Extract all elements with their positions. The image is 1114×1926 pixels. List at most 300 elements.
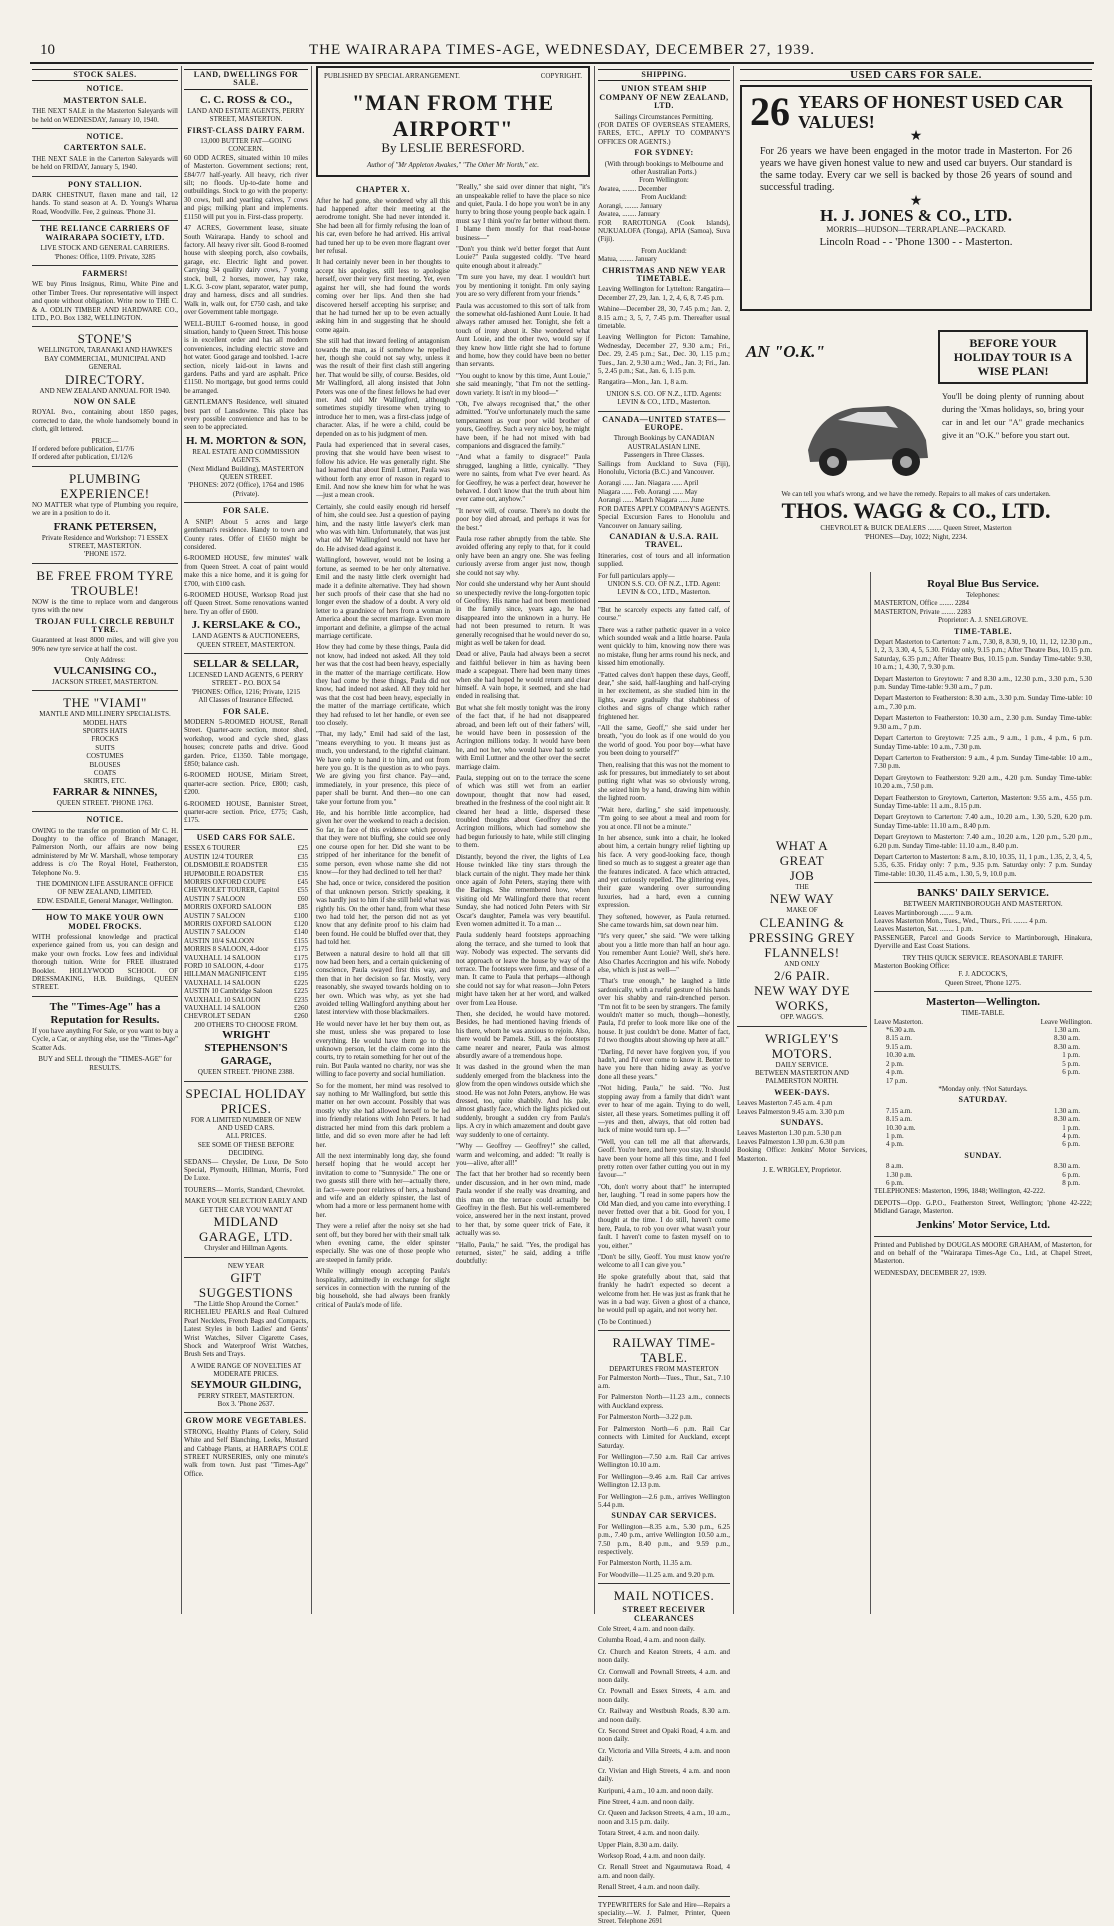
story-byline: By LESLIE BERESFORD. — [381, 140, 525, 156]
ad-text: Wahine—December 28, 30, 7.45 p.m.; Jan. 2, 8.15 a.m.; 3, 5, 7, 7.45 p.m. Thereafter usual timetable. — [598, 305, 730, 330]
ad-text: For Woodville—11.25 a.m. and 9.20 p.m. — [598, 1570, 715, 1579]
notice-sub: CARTERTON SALE. — [63, 143, 147, 153]
story-paragraph: "Oh, I've always recognised that," the other admitted. "You've unfortunately much the same temperament as your poor wild brother of yours, Geoffrey. Such a very nice boy, he might have been, if he had not mixed with bad companions and disgraced the family." — [456, 399, 590, 450]
sailing-row: Aorangi ...... March Niagara ...... June — [598, 496, 704, 505]
car-name: VAUXHALL 14 SALOON — [184, 1004, 261, 1012]
story-paragraph: The fact that her brother had so recently been under discussion, and in her own mind, made Paula wonder if she really was dreaming, and this man on the terrace could actually be Geoffrey in the flesh. But his well-remembered voice, answered her in the next instant, proved to her that, by some queer trick of Fate, it actually was so. — [456, 1170, 590, 1238]
ad-phone: 'Phones: Office, 1109. Private, 3285 — [54, 252, 156, 261]
timetable-row: Leaves Masterton 1.30 p.m. 5.30 p.m — [737, 1129, 842, 1138]
ad-text: Itineraries, cost of tours and all information supplied. — [598, 551, 730, 569]
notice-text: THE NEXT SALE in the Carterton Saleyards will be held on FRIDAY, January 5, 1940. — [32, 154, 178, 172]
ad-text: TELEPHONES: Masterton, 1996, 1848; Wellington, 42-222. — [874, 1187, 1045, 1196]
railway-item: For Wellington—7.50 a.m. Rail Car arrives Wellington 10.10 a.m. — [598, 1452, 730, 1470]
viami-item: SPORTS HATS — [82, 726, 128, 735]
ad-title: MAIL NOTICES. — [613, 1588, 715, 1604]
timetable-cell: 6 p.m. — [1062, 1140, 1080, 1149]
ad-sub: SEE SOME OF THESE BEFORE DECIDING. — [197, 1140, 295, 1158]
ad-sub: NOW ON SALE — [73, 396, 137, 406]
story-paragraph: In her absence, sunk into a chair, he looked about him, a certain hungry relief lighting up his face. A very good-looking face, though lined so much as to suggest a greater age than the features indicated. A face which attracted, and yet curiously repelled. The glittering eyes, their gaze wandering over surrounding luxuries, had a hard, even a cunning expression. — [598, 833, 730, 910]
jones-address: Lincoln Road - - 'Phone 1300 - - Masterton. — [819, 235, 1013, 248]
story-paragraph: "Not hiding, Paula," he said. "No. Just stopping away from a family that didn't want ever to hear of me again. Trying to do well, sister, all these years. Sometimes pulling it off—yes and then, always, that old rotten bad luck of mine would turn up. I—" — [598, 1084, 730, 1135]
story-paragraph: Certainly, she could easily enough rid herself of him, she could see. Just a question of paying him, and the nasty little lawyer's clerk man who was with him. Unfortunately, that was just what old Mr Wallingford would not have her do. He advised dead against it. — [316, 502, 450, 553]
ad-text: Guaranteed at least 8000 miles, and will give you 90% new tyre service at half the cost. — [32, 636, 178, 653]
ad-title: CANADA—UNITED STATES—EUROPE. — [602, 414, 726, 433]
timetable-cell: 6 p.m. — [1062, 1170, 1080, 1179]
timetable-row — [874, 1043, 1092, 1051]
mail-item: Worksop Road, 4 a.m. and noon daily. — [598, 1851, 706, 1860]
ad-title: BANKS' DAILY SERVICE. — [917, 887, 1049, 900]
ad-line: JOB — [789, 868, 815, 883]
railway-item: For Palmerston North—6 p.m. Rail Car connects with Limited for Auckland, except Saturday. — [598, 1424, 730, 1450]
ad-text: Booking Office: Jenkins' Motor Services, Masterton. — [737, 1146, 867, 1163]
story-paragraph: "All the same, Geoff," she said under her breath, "you do look as if one would do you the world of good. You poor boy—what have you been doing to yourself?" — [598, 724, 730, 758]
phone-row: MASTERTON, Office ........ 2284 — [874, 599, 969, 608]
timetable-cell: *6.30 a.m. — [886, 1026, 916, 1035]
jones-number: 26 — [750, 89, 790, 135]
ad-phone: Box 3. 'Phone 2637. — [217, 1399, 275, 1408]
ad-title: PONY STALLION. — [67, 179, 143, 189]
timetable-row — [874, 1179, 1092, 1187]
bus-timetable-item: Depart Masterton to Featherston: 8.30 a.m., 3.30 p.m. Sunday Time-table: 10 a.m., 7.30 p.m. — [874, 694, 1092, 711]
wagg-agents: CHEVROLET & BUICK DEALERS ........ Queen Street, Masterton — [820, 524, 1012, 533]
ad-sub: SATURDAY. — [958, 1095, 1008, 1105]
ad-name: WRIGHT STEPHENSON'S GARAGE, — [204, 1029, 288, 1068]
ad-text: Leaving Wellington for Lyttelton: Rangatira—December 27, 29, Jan. 1, 2, 4, 6, 8, 7.45 p.m. — [598, 285, 730, 302]
phone-row: MASTERTON, Private ........ 2283 — [874, 607, 972, 616]
mail-item: Cr. Victoria and Villa Streets, 4 a.m. and noon daily. — [598, 1746, 730, 1764]
car-listing-row — [184, 844, 308, 852]
ad-line: OPP. WAGG'S. — [780, 1013, 824, 1022]
ad-sub: LIVE STOCK AND GENERAL CARRIERS. — [40, 244, 170, 253]
story-paragraph: Paula suddenly heard footsteps approaching along the terrace, and she turned to look that way. Nobody was expected. The servants did not approach or leave the house by way of the terrace. The footsteps were firm, and those of a man. It came to Paula that perhaps—although she could not say for what reason—John Peters might have taken her at her word, and walked over from Lea House. — [456, 931, 590, 1007]
ad-sub: SUNDAYS. — [780, 1118, 824, 1128]
ad-sub: UNION S.S. CO. OF N.Z., LTD. Agent: LEVIN & CO., LTD., Masterton. — [607, 579, 721, 597]
bus-timetable-item: Depart Masterton to Featherston: 10.30 a.m., 2.30 p.m. Sunday Time-table: 9.30 a.m., 7 p.m. — [874, 714, 1092, 731]
timetable-row — [874, 1026, 1092, 1034]
story-paragraph: "I'm sure you have, my dear. I wouldn't hurt you by mentioning it tonight. I'm only saying you are so very different from your friends." — [456, 273, 590, 299]
timetable-cell: 1.30 a.m. — [1053, 1026, 1080, 1035]
railway-item: For Wellington—9.46 a.m. Rail Car arrives Wellington 12.13 p.m. — [598, 1472, 730, 1490]
story-paragraph: She had, once or twice, considered the position of that unknown person. Strictly speaking, it was hardly just to him if she still held what was rightly his. On the other hand, from what these two had told her, the person did not as yet know that any definite proof to his claim had been found. He could be bluffed over that, they had told her. — [316, 879, 450, 947]
ad-sub: A WIDE RANGE OF NOVELTIES AT MODERATE PRICES. — [190, 1361, 302, 1379]
notice-title: NOTICE. — [86, 815, 124, 825]
ad-address: QUEEN STREET. 'PHONE 2388. — [197, 1068, 295, 1077]
ad-sub: From Auckland: — [641, 193, 687, 202]
mail-item: Upper Plain, 8.30 a.m. daily. — [598, 1840, 679, 1849]
ad-text: Special Excursion Fares to Honolulu and Vancouver on January sailing. — [598, 513, 730, 530]
ad-text: RICHELIEU PEARLS and Real Cultured Pearl Necklets, French Bags and Compacts, Latest Styles in both Ladies' and Gents' Wrist Watches, Silver Cigarette Cases, Shock and Waterproof Wrist Watches, Brush Sets and Trays. — [184, 1308, 308, 1359]
timetable-cell: 8.30 a.m. — [1053, 1034, 1080, 1043]
car-price: £225 — [294, 987, 308, 996]
car-listing-row — [184, 1012, 308, 1020]
car-name: AUSTIN 7 SALOON — [184, 911, 246, 920]
car-price: £225 — [294, 978, 308, 987]
ad-sub: Passengers in Three Classes. — [623, 451, 705, 460]
mail-item: Cr. Queen and Jackson Streets, 4 a.m., 10 a.m., noon and 3.15 p.m. daily. — [598, 1809, 730, 1826]
ad-address: JACKSON STREET, MASTERTON. — [52, 677, 158, 686]
story-paragraph: "It never will, of course. There's no doubt the poor boy died abroad, and perhaps it was for the best." — [456, 506, 590, 532]
ad-phone: 'PHONES: 2072 (Office), 1764 and 1986 (Private). — [188, 481, 304, 498]
timetable-row — [874, 1162, 1092, 1170]
column-used-cars — [740, 66, 1092, 321]
viami-item: COATS — [93, 768, 117, 777]
story-paragraph: "Wait here, darling," she said impetuously. "I'm going to see about a meal and room for you at once. I'll not be a minute." — [598, 805, 730, 831]
story-paragraph: Then, realising that this was not the moment to ask for pressures, but immediately to set about putting right what was so obviously wrong, she seized him by a hand, drawing him within the lighted room. — [598, 760, 730, 803]
ad-sub: REAL ESTATE AND COMMISSION AGENTS. — [192, 447, 300, 465]
car-listing-row — [184, 962, 308, 970]
jones-text: For 26 years we have been engaged in the motor trade in Masterton. For 26 years we have given honest value to new and used car buyers. Our standard is the same today. Every car we sell is backed by those 26 years of sound and successful trading. — [760, 145, 1072, 193]
timetable-cell: 10.30 a.m. — [886, 1123, 916, 1132]
timetable-row — [874, 1115, 1092, 1123]
story-paragraph: Distantly, beyond the river, the lights of Lea House twinkled like tiny stars through the black curtain of the night. They made her think once again of John Peters, staying there with the Barings. She remembered how, when visiting old Mr Wallingford there that recent Sunday, she had noticed John Peters with Sir Oscar's daughter, Pamela was very beautiful. Even women admitted it. To a man ... — [456, 852, 590, 928]
ad-title: UNION STEAM SHIP COMPANY OF NEW ZEALAND, LTD. — [599, 84, 729, 111]
viami-item: SKIRTS, ETC. — [83, 777, 127, 786]
car-listing-row — [184, 979, 308, 987]
mail-item: Cr. Pownall and Essex Streets, 4 a.m. and noon daily. — [598, 1687, 730, 1704]
timetable-row: Leaves Masterton, Sat. ........ 1 p.m. — [874, 925, 974, 934]
timetable-cell: 10.30 a.m. — [886, 1051, 916, 1060]
car-price: £85 — [297, 903, 308, 912]
ad-text: FOR RAROTONGA (Cook Islands), NUKUALOFA (Tonga), APIA (Samoa), Suva (Fiji). — [598, 218, 730, 244]
listing: 6-ROOMED HOUSE, Bannister Street, quarter-acre section. Price, £775; Cash, £175. — [184, 799, 308, 825]
timetable-row — [874, 1051, 1092, 1059]
timetable-row — [874, 1068, 1092, 1076]
car-listing-row — [184, 937, 308, 945]
car-price: £100 — [294, 911, 308, 920]
ad-sub: FOR SYDNEY: — [634, 148, 694, 158]
wagg-phones: 'PHONES—Day, 1022; Night, 2234. — [864, 532, 968, 541]
ad-text: STRONG, Healthy Plants of Celery, Solid White and Self Blanching, Leeks, Mustard and Cabbage Plants, at HARRAP'S COLE STREET NURSERIES, only one minute's walk from town. Just past "Times-Age" Office. — [184, 1427, 308, 1478]
car-name: AUSTIN 7 SALOON — [184, 894, 246, 903]
ad-name: VULCANISING CO., — [53, 664, 157, 677]
ad-line: 2/6 PAIR. — [773, 968, 831, 984]
ad-text: Sailings from Auckland to Suva (Fiji), Honolulu, Victoria (B.C.) and Vancouver. — [598, 459, 730, 477]
story-paragraph: He would never have let her buy them out, as she must, unless she was prepared to lose everything. He would have them go to this unknown person, let the claim come into the courts, try to retain something for her out of the ruin. But Paula wanted no charity, nor was she willing to face poverty and social humiliation. — [316, 1019, 450, 1079]
ad-sub: WEEK-DAYS. — [774, 1087, 830, 1097]
car-listing-row — [184, 861, 308, 869]
story-paragraph: "Well, you can tell me all that afterwards, Geoff. You're here, and here you stay. It should have been your home all this time, and I feel pretty rotten over father cutting you out in my favour—" — [598, 1137, 730, 1180]
story-paragraph: Then, she decided, he would have motored. Besides, he had mentioned having friends of his there, whom he was anxious to rejoin. Also, there would be Pamela. Still, as the footsteps came nearer and nearer, Paula was almost absurdly aware of a tremendous hope. — [456, 1010, 590, 1061]
mail-item: Cr. Church and Keaton Streets, 4 a.m. and noon daily. — [598, 1647, 730, 1665]
car-name: OLDSMOBILE ROADSTER — [184, 861, 268, 870]
car-listing-row — [184, 912, 308, 920]
mail-item: Kuripuni, 4 a.m., 10 a.m. and noon daily. — [598, 1786, 714, 1795]
jones-title: YEARS OF HONEST USED CAR VALUES! — [798, 92, 1064, 133]
ad-title: GIFT SUGGESTIONS — [198, 1269, 294, 1300]
car-name: HILLMAN MAGNIFICENT — [184, 970, 267, 979]
car-price: £35 — [297, 852, 308, 861]
viami-item: FROCKS — [91, 735, 119, 744]
story-paragraph: Between a natural desire to hold all that till now had been hers, and a certain quickening of conscience, Paula swayed first this way, and then that in her decision so far. Mostly, very reasonably, she swayed towards holding on to her own. Which was why, as yet she had avoided telling Wallingford anything about her latest interview with those blackmailers. — [316, 949, 450, 1017]
car-listing-row — [184, 1004, 308, 1012]
railway-item: For Palmerston North—11.23 a.m., connects with Auckland express. — [598, 1393, 730, 1410]
ad-sub: 13,000 BUTTER FAT—GOING CONCERN. — [200, 137, 292, 154]
wagg-slogan: AN "O.K." — [746, 342, 825, 361]
notice-title: NOTICE. — [86, 84, 124, 94]
timetable-cell: 8 p.m. — [1062, 1178, 1080, 1187]
ad-title: CANADIAN & U.S.A. RAIL TRAVEL. — [609, 531, 719, 550]
ad-text: NO MATTER what type of Plumbing you require, we are in a position to do it. — [32, 500, 178, 518]
timetable-cell: 5 p.m. — [1062, 1059, 1080, 1068]
ad-sub: All Classes of Insurance Effected. — [198, 696, 294, 705]
timetable — [874, 1107, 1092, 1149]
ad-sub: MAKE YOUR SELECTION EARLY AND GET THE CAR YOU WANT AT — [184, 1197, 308, 1214]
story-paragraph: She still had that inward feeling of antagonism towards the man, as if somehow he repelled her, though she could not say why, unless it was the result of their first clash still angering her. That would be silly, of course. Besides, old Mr Wallingford, all along insisted that John Peters was one of the finest fellows he had ever met. And old Mr Wallingford, although sometimes stupidly tiresome when trying to introduce her to men, was a first-class judge of character. Alas, if he were a child, could be depended on as to his judgment of men. — [316, 337, 450, 438]
timetable-cell: 8.30 a.m. — [1053, 1162, 1080, 1171]
wagg-tell: We can tell you what's wrong, and we have the remedy. Repairs to all makes of cars undertaken. — [781, 490, 1051, 498]
ad-sub: FOR DATES APPLY COMPANY'S AGENTS. — [598, 504, 730, 513]
timetable-row — [874, 1034, 1092, 1042]
column-transport — [874, 572, 1092, 1614]
ad-sub: Telephones: — [966, 591, 1000, 599]
jones-makes: MORRIS—HUDSON—TERRAPLANE—PACKARD. — [826, 225, 1006, 235]
car-name: CHEVROLET SEDAN — [184, 1012, 251, 1021]
listing: GENTLEMAN'S Residence, well situated best part of Lansdowne. This place has every possible convenience and has to be seen to be appreciated. — [184, 398, 308, 432]
listing: 60 ODD ACRES, situated within 10 miles of Masterton. Government sections; rent, £84/7/7 half-yearly. All heavy, rich river silt; no floods. Up-to-date home and outbuildings. Stock to go with the property: 30 cows, bull and yearling calves, 7 cows and pigs; milking plant and implements. £1150 will put you in. First-class property. — [184, 153, 308, 221]
ad-name: FARRAR & NINNES, — [52, 785, 158, 798]
railway-item: For Palmerston North—3.22 p.m. — [598, 1413, 693, 1422]
wagg-text: You'll be doing plenty of running about during the 'Xmas holidays, so, bring your car in and let our "A" grade mechanics give it an "O.K." before you start out. — [942, 391, 1084, 440]
story-paragraph: Paula, stepping out on to the terrace the scene of which was still wet from an earlier downpour, thought that now had eased, breathed in the freshness of the cool night air. It cleared her head a little, dispersed these troubled thoughts about Geoffrey and the Acrington millions, which had somehow she had begun furiously to hate, while still clinging to them. — [456, 774, 590, 850]
imprint: Printed and Published by DOUGLAS MOORE GRAHAM, of Masterton, for and on behalf of the "Wairarapa Times-Age Co., Ltd., at Chapel Street, Masterton. — [874, 1240, 1092, 1266]
car-price: £260 — [294, 1012, 308, 1021]
ad-text: NOW is the time to replace worn and dangerous tyres with the new — [32, 597, 178, 615]
timetable-row — [874, 1077, 1092, 1085]
ad-phone: 'PHONE 1572. — [83, 550, 127, 559]
car-listing-row — [184, 928, 308, 936]
ad-title: FARMERS! — [82, 268, 128, 278]
story-paragraph: They were a relief after the noisy set she had sent off, but they bored her with their small talk when evening came, the elder spinster especially. She was one of those people who are steeped in family pride. — [316, 1222, 450, 1264]
ad-text: For Palmerston North, 11.35 a.m. — [598, 1559, 692, 1568]
column-land — [184, 66, 308, 1614]
ad-title: STONE'S — [77, 331, 133, 347]
column-header: Leave Wellington. — [1040, 1017, 1092, 1026]
story-paragraph: "And what a family to disgrace!" Paula shrugged, laughing a little, cynically. "They were no saints, from what I've ever heard. As for Geoffrey, he was a perfect dear, however he behaved. I don't know that the truth about him ever came out, anyhow." — [456, 453, 590, 504]
mail-item: Cr. Railway and Westbush Roads, 8.30 a.m. and noon daily. — [598, 1707, 730, 1724]
car-listing-row — [184, 987, 308, 995]
story-paragraph: So for the moment, her mind was resolved to say nothing to Mr Wallingford, but settle this matter on her own account. Possibly that was mostly why she had allowed herself to be led into friendly relations with John Peters. It had distracted her mind from this dark problem a little, and did so even more after he had left her. — [316, 1081, 450, 1149]
ad-text: PASSENGER, Parcel and Goods Service to Martinborough, Hinakura, Dyerville and East Coast Stations. — [874, 933, 1092, 951]
story-paragraph: Paula rose rather abruptly from the table. She avoided offering any reply to that, for it could only have been an angry one. She was feeling curiously averse from anger just now, though she could not say why. — [456, 535, 590, 577]
ad-sub: LICENSED LAND AGENTS, 6 PERRY STREET - P.O. BOX 54 — [188, 670, 304, 688]
timetable-row: Leaves Masterton Mon., Tues., Wed., Thurs., Fri. ........ 4 p.m. — [874, 917, 1048, 925]
ad-text: WITH professional knowledge and practical experience gained from us, you can design and make your own frocks. Low fees and individual thorough tuition. Write for FREE illustrated Booklet. HOLLYWOOD SCHOOL OF DRESSMAKING, H.B. Buildings, QUEEN STREET. — [32, 933, 178, 992]
timetable-row — [874, 1171, 1092, 1179]
ad-address: Private Residence and Workshop: 71 ESSEX STREET, MASTERTON. — [41, 533, 169, 551]
ad-sub: ALL PRICES. — [225, 1132, 267, 1141]
story-paragraph: He spoke gratefully about that, said that frankly he hadn't expected so decent a welcome from her. He was just as frank that he was in a bad way. Given a ghost of a chance, he would pull up again, and not worry her. — [598, 1272, 730, 1315]
viami-item: COSTUMES — [86, 752, 124, 761]
ad-name: SEYMOUR GILDING, — [190, 1378, 302, 1391]
timetable-cell: 2 p.m. — [886, 1059, 904, 1068]
page-number: 10 — [40, 42, 55, 58]
story-copyright: COPYRIGHT. — [540, 72, 582, 80]
ad-line: MAKE OF — [786, 906, 818, 915]
ad-sub: From Auckland: — [641, 246, 687, 255]
ad-title: SPECIAL HOLIDAY PRICES. — [185, 1085, 307, 1116]
story-paragraph: "Fatted calves don't happen these days, Geoff, dear," she said, half-laughing and half-crying in her excitement, as she studied him in the lights, aware gradually that shabbiness of clothes and signs of change which rather frightened her. — [598, 670, 730, 721]
car-listing-row — [184, 903, 308, 911]
star-icon: ★ — [909, 129, 923, 145]
story-paragraph: They softened, however, as Paula returned. She came towards him, sat down near him. — [598, 912, 730, 929]
car-name: MORRIS OXFORD COUPE — [184, 877, 267, 886]
ad-text: ROYAL 8vo., containing about 1850 pages, corrected to date, the whole handsomely bound in cloth, gilt lettered. — [32, 408, 178, 434]
ad-name: MIDLAND GARAGE, LTD. — [199, 1214, 293, 1245]
notice-title: NOTICE. — [86, 132, 124, 142]
listing: 47 ACRES, Government lease, situate South Wairarapa. Handy to school and factory. All heavy river silt. Good 8-roomed house with sleeping porch, also cowbails, garage, etc. Electric light and power. Carrying 34 quality dairy cows, 7 young stock, bull, 2 horses, mower, hay rake, L.K.G. 3-cow plant, separator, water pump, dray and harness, discs and all sundries. Walk in, walk out, for £750 cash, and take over Government table mortgage. — [184, 224, 308, 317]
bus-timetable-item: Depart Carterton to Featherston: 9 a.m., 4 p.m. Sunday Time-table: 10 a.m., 7.30 p.m. — [874, 753, 1092, 771]
notice-text: THE NEXT SALE in the Masterton Saleyards will be held on WEDNESDAY, January 10, 1940. — [32, 107, 178, 124]
ad-sub: DAILY SERVICE. — [775, 1060, 829, 1069]
timetable-row — [874, 1124, 1092, 1132]
newspaper-title: THE WAIRARAPA TIMES-AGE, WEDNESDAY, DECEMBER 27, 1939. — [309, 42, 815, 58]
ad-name: C. C. ROSS & CO., — [199, 93, 293, 106]
ad-sub: For full particulars apply— — [598, 571, 675, 580]
timetable-cell: 1.30 a.m. — [1053, 1106, 1080, 1115]
ad-price: If ordered after publication, £1/12/6 — [32, 453, 133, 462]
ad-sub: LEVIN & CO., LTD., Masterton. — [617, 398, 711, 407]
car-name: MORRIS OXFORD SALOON — [184, 903, 272, 912]
ad-name: H. M. MORTON & SON, — [185, 434, 307, 447]
ad-title: The "Times-Age" has a Reputation for Results. — [49, 1000, 161, 1026]
listing: SEDANS— Chrysler, De Luxe, De Soto Special, Plymouth, Hillman, Morris, Ford De Luxe. — [184, 1157, 308, 1183]
bus-timetable-item: Depart Featherston to Greytown, Carterton, Masterton: 9.55 a.m., 4.55 p.m. Sunday Time-table: 11 a.m., 8.15 p.m. — [874, 793, 1092, 810]
ad-text: DEPOTS—Opp. G.P.O., Featherston Street, Wellington; 'phone 42-222; Midland Garage, Masterton. — [874, 1198, 1092, 1216]
ad-address: (Next Midland Building), MASTERTON QUEEN STREET. — [188, 464, 304, 482]
story-paragraph: "Darling, I'd never have forgiven you, if you hadn't, and I'd ever come to know it. Better to have you here than hiding away as you've done all these years." — [598, 1047, 730, 1081]
ad-title: FOR SALE. — [222, 506, 270, 516]
story-column — [598, 606, 730, 1327]
car-price: £195 — [294, 970, 308, 979]
ad-name: FRANK PETERSEN, — [53, 520, 157, 533]
ad-sub: LAND AGENTS & AUCTIONEERS, QUEEN STREET, MASTERTON. — [192, 632, 300, 649]
car-price: £45 — [297, 877, 308, 886]
listing: TOURERS— Morris, Standard, Chevrolet. — [184, 1185, 305, 1194]
story-paragraph: "Oh, don't worry about that!" he interrupted her, laughing. "I read in some papers how the Old Man died, and you came into everything. I never fretted over that a bit. Good for you, I thought at the time. I do still, haven't come here, Paula, to rob you over what wasn't your fault. I haven't come to fasten myself on to you, either." — [598, 1182, 730, 1250]
car-name: AUSTIN 7 SALOON — [184, 928, 246, 937]
ad-line: NEW WAY — [769, 891, 835, 907]
car-price: £235 — [294, 995, 308, 1004]
ad-text: TYPEWRITERS for Sale and Hire—Repairs a speciality.—W. J. Palmer, Printer, Queen Street. Telephone 2691 — [598, 1900, 730, 1926]
car-name: AUSTIN 10/4 SALOON — [184, 936, 254, 945]
viami-item: BLOUSES — [89, 760, 121, 769]
story-paragraph: Paula had experienced that in several cases, proving that she would have been wisest to follow his advice. He was generally right. She had learned that about Emil Luttner, Paula was without forth any error of reason in regard to Emil. And now she knew him for what he was—just a mean crook. — [316, 441, 450, 500]
listing: 6-ROOMED HOUSE, Miriam Street, quarter-acre section. Price, £800; cash, £200. — [184, 771, 308, 797]
ad-sub: J. E. WRIGLEY, Proprietor. — [762, 1166, 842, 1175]
timetable-cell: 8.30 a.m. — [1053, 1115, 1080, 1124]
ad-sub: STREET RECEIVER CLEARANCES — [622, 1605, 706, 1623]
timetable-row: Leaves Palmerston 1.30 p.m. 6.30 p.m — [737, 1137, 845, 1146]
bus-timetable — [874, 638, 1092, 878]
ad-sub: TIME-TABLE. — [953, 626, 1013, 636]
timetable-cell: 6 p.m. — [886, 1178, 904, 1187]
ad-sub: TROJAN FULL CIRCLE REBUILT TYRE. — [35, 616, 175, 635]
ad-title: WRIGLEY'S MOTORS. — [764, 1030, 839, 1061]
listing: MODERN 5-ROOMED HOUSE, Renall Street. Quarter-acre section, motor shed, workshop, wood and cycle shed, glass houses; concrete paths and drive. Good garden. Price, £1350. Table mortgage, £850; balance cash. — [184, 718, 308, 769]
story-title: "MAN FROM THE AIRPORT" — [351, 90, 555, 142]
bus-timetable-item: Depart Greytown to Masterton: 7.40 a.m., 10.20 a.m., 1.20 p.m., 5.20 p.m., 6.20 p.m. Sunday Time-table: 11.10 a.m., 8.40 p.m. — [874, 833, 1092, 850]
story-paragraph: (To be Continued.) — [598, 1317, 651, 1326]
mail-item: Cr. Second Street and Opaki Road, 4 a.m. and noon daily. — [598, 1727, 730, 1744]
timetable-cell: 1 p.m. — [886, 1131, 904, 1140]
section-heading: STOCK SALES. — [32, 69, 178, 81]
ad-title: USED CARS FOR SALE. — [196, 832, 296, 842]
ad-text: (FOR DATES OF OVERSEAS STEAMERS, FARES, ETC., APPLY TO COMPANY'S OFFICES OR AGENTS.) — [598, 121, 730, 146]
section-heading: USED CARS FOR SALE. — [740, 69, 1092, 81]
car-price: £60 — [297, 894, 308, 903]
ad-heading: DIRECTORY. — [64, 371, 145, 387]
timetable-row — [874, 1140, 1092, 1148]
ad-sub: MANTLE AND MILLINERY SPECIALISTS. — [39, 710, 171, 719]
car-listing-row — [184, 945, 308, 953]
car-name: VAUXHALL 10 SALOON — [184, 995, 261, 1004]
story-paragraph: It was dashed in the ground when the man suddenly emerged from the blackness into the glow from the open windows outside which she stood. He was not John Peters, anyhow. He was dressed, too, quite shabbily. And his pale, almost ghastly face, which the lights picked out suddenly, brought a sudden cry from Paula's lips. A cry in which amazement and doubt gave way suddenly to one of certainty. — [456, 1063, 590, 1139]
sailing-row: Aorangi, ........ January — [598, 201, 662, 210]
timetable-row — [874, 1132, 1092, 1140]
car-illustration-icon — [798, 370, 938, 490]
story-header — [316, 66, 590, 177]
timetable-cell: 8.30 a.m. — [1053, 1042, 1080, 1051]
section-heading: LAND, DWELLINGS FOR SALE. — [184, 69, 308, 90]
ad-title: BE FREE FROM TYRE TROUBLE! — [36, 567, 174, 598]
car-price: £35 — [297, 869, 308, 878]
ad-sub: BETWEEN MARTINBOROUGH AND MASTERTON. — [903, 900, 1063, 909]
car-name: AUSTIN 12/4 TOURER — [184, 852, 254, 861]
viami-item: SUITS — [95, 743, 115, 752]
timetable-cell: 6 p.m. — [1062, 1068, 1080, 1077]
car-listing-row — [184, 970, 308, 978]
ad-price: If ordered before publication, £1/7/6 — [32, 445, 135, 453]
sailing-row: Aorangi ...... Jan. Niagara ...... April — [598, 479, 699, 488]
car-listing-row — [184, 853, 308, 861]
ad-text: If you have anything For Sale, or you want to buy a Cycle, a Car, or anything else, use the "Times-Age" Scatter Ads. — [32, 1026, 178, 1052]
bus-timetable-item: Depart Masterton to Carterton: 7 a.m., 7.30, 8, 8.30, 9, 10, 11, 12, 12.30 p.m., 1, 2, 3, 3.30, 4, 5, 5.30. Friday only, 9.15 p.m.; After Theatre Bus, 10.15 p.m. Saturday, 6.35 p.m.; After Theatre Bus, 10.15 p.m. Sunday Time-table: 9.30, 10 a.m.; 1, 4.30, 7, 9.30 p.m. — [874, 638, 1092, 672]
ad-title: Masterton—Wellington. — [926, 996, 1040, 1009]
car-price: £175 — [294, 961, 308, 970]
notice-sign: EDW. ESDAILE, General Manager, Wellington. — [36, 896, 173, 905]
car-name: MORRIS 8 SALOON, 4-door — [184, 945, 269, 954]
railway-list — [598, 1374, 730, 1510]
car-price: £155 — [294, 936, 308, 945]
ad-sub: Chrysler and Hillman Agents. — [204, 1244, 288, 1253]
viami-item: MODEL HATS — [83, 718, 127, 727]
car-price: £25 — [297, 844, 308, 853]
mail-list — [598, 1625, 730, 1892]
car-listing-row — [184, 886, 308, 894]
story-author-note: Author of "Mr Appleton Awakes," "The Other Mr North," etc. — [366, 160, 540, 169]
car-price: £260 — [294, 1004, 308, 1012]
listing: A SNIP! About 5 acres and large gentleman's residence. Handy to town and County rates. Offer of £1650 might be considered. — [184, 517, 308, 551]
ad-text: Leaving Wellington for Picton: Tamahine, Wednesday, December 27, 9.30 a.m.; Fri., Dec. 29, 2.45 p.m.; Sat., Dec. 30, 1.15 p.m.; Tues., Jan. 2, 9.30 a.m.; Wed., Jan. 3; Fri., Jan. 5, 2.45 p.m.; Sat., Jan. 6, 1.15 p.m. — [598, 333, 730, 375]
story-paragraph: Wallingford, however, would not be losing a fortune, as seemed to be her only alternative. Emil and the nasty little clerk overnight had made it a definite alternative. They had shown her such proofs of their case that she had no longer even the shadow of a doubt. A very old letter to a grandniece of hers from a woman in America about the secret marriage. Even more important and definite, a glimpse of the actual marriage certificate. — [316, 556, 450, 640]
ad-title: PLUMBING EXPERIENCE! — [60, 470, 150, 501]
car-listing-row — [184, 920, 308, 928]
story-paragraph: While willingly enough accepting Paula's hospitality, admittedly in exchange for slight services in connection with the running of the big household, she had always been frankly critical of Paula's mode of life. — [316, 1267, 450, 1309]
used-car-list — [184, 844, 308, 1021]
serial-story — [316, 66, 590, 1614]
mail-item: Cole Street, 4 a.m. and noon daily. — [598, 1625, 695, 1633]
story-paragraph: "Really," she said over dinner that night, "it's an unspeakable relief to have the place so nice and quiet, Paula. I do hope you won't be in any hurry to bring those young people back again. I must say I think you're far better without them. I blame them mostly for that road-house business—" — [456, 183, 590, 242]
ad-text: Rangatira—Mon., Jan. 1, 8 a.m. — [598, 378, 688, 387]
sailing-row: Awatea, ........ January — [598, 210, 660, 219]
wagg-ad — [740, 330, 1092, 570]
car-price: £175 — [294, 953, 308, 962]
sailing-row: Matua, ........ January — [598, 255, 657, 264]
ad-line: THE — [795, 883, 809, 891]
ad-address: PERRY STREET, MASTERTON. — [197, 1391, 295, 1400]
ad-line: AND ONLY — [784, 959, 820, 968]
ad-sub: NEW YEAR — [227, 1261, 265, 1270]
